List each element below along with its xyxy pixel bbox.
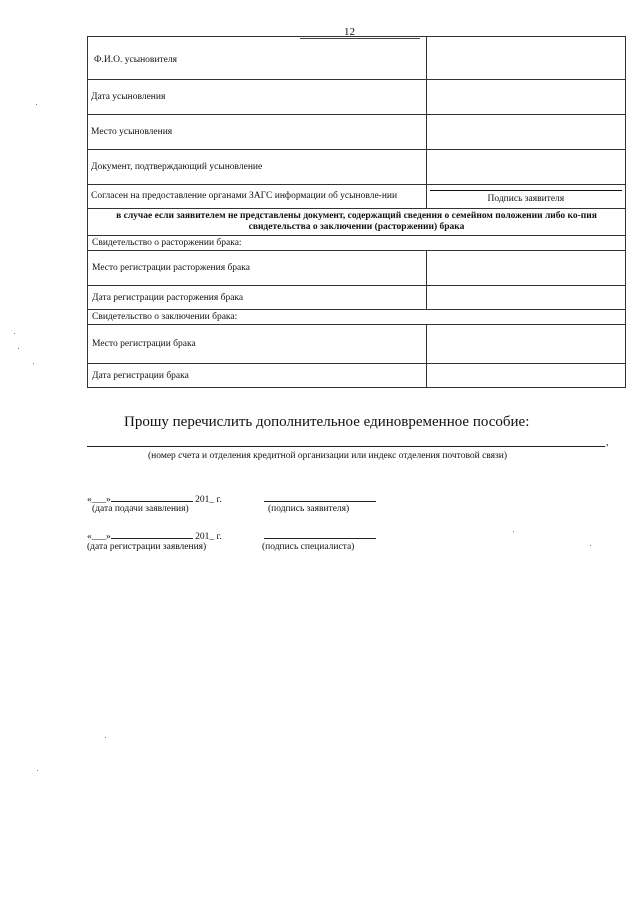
page-number: 12 xyxy=(344,26,355,38)
marriage-place-label: Место регистрации брака xyxy=(88,325,427,364)
registration-day: «___» xyxy=(87,532,111,542)
adoption-document-row xyxy=(88,150,626,185)
divorce-certificate-label: Свидетельство о расторжении брака: xyxy=(88,236,626,251)
submission-year: 201_ г. xyxy=(195,495,222,505)
divorce-place-field[interactable] xyxy=(426,251,625,286)
applicant-signature-caption: Подпись заявителя xyxy=(487,193,565,204)
marriage-place-field[interactable] xyxy=(426,325,625,364)
account-number-line[interactable] xyxy=(87,446,605,447)
divorce-date-field[interactable] xyxy=(426,286,625,310)
marriage-certificate-label: Свидетельство о заключении брака: xyxy=(88,310,626,325)
scan-speck xyxy=(18,348,19,349)
fio-field[interactable] xyxy=(426,37,625,80)
adoption-date-label: Дата усыновления xyxy=(88,80,427,115)
divorce-place-label: Место регистрации расторжения брака xyxy=(88,251,427,286)
submission-date-caption: (дата подачи заявления) xyxy=(92,504,189,514)
fio-label: Ф.И.О. усыновителя xyxy=(88,37,427,80)
payment-request-text: Прошу перечислить дополнительное единовременное пособие: xyxy=(124,414,530,430)
divorce-date-label: Дата регистрации расторжения брака xyxy=(88,286,427,310)
scan-speck xyxy=(33,363,34,364)
consent-row xyxy=(88,185,626,209)
adoption-date-row xyxy=(88,80,626,115)
specialist-sign-line[interactable] xyxy=(264,529,376,539)
notice-text: в случае если заявителем не представлены документ, содержащий сведения о семейном положении либо ко-пия свидетельства о заключении (расторжении) брака xyxy=(88,209,626,236)
divorce-certificate-row xyxy=(88,236,626,251)
applicant-sign-caption: (подпись заявителя) xyxy=(268,504,350,514)
adoption-document-field[interactable] xyxy=(426,150,625,185)
marriage-certificate-row xyxy=(88,310,626,325)
registration-month-line[interactable] xyxy=(111,529,193,539)
fio-row xyxy=(88,37,626,80)
marriage-date-row xyxy=(88,364,626,388)
marriage-date-field[interactable] xyxy=(426,364,625,388)
scan-speck xyxy=(105,737,106,738)
scan-speck xyxy=(590,545,591,546)
adoption-form-table xyxy=(87,36,626,388)
adoption-place-row xyxy=(88,115,626,150)
specialist-sign-caption: (подпись специалиста) xyxy=(262,542,355,552)
applicant-signature-cell[interactable] xyxy=(426,185,625,209)
marriage-date-label: Дата регистрации брака xyxy=(88,364,427,388)
registration-date-row xyxy=(87,529,222,542)
adoption-place-field[interactable] xyxy=(426,115,625,150)
adoption-place-label: Место усыновления xyxy=(88,115,427,150)
scan-speck xyxy=(14,333,15,334)
submission-day: «___» xyxy=(87,495,111,505)
divorce-place-row xyxy=(88,251,626,286)
scan-speck xyxy=(37,770,38,771)
divorce-date-row xyxy=(88,286,626,310)
account-line-end: , xyxy=(606,437,609,448)
scan-speck xyxy=(513,531,514,532)
registration-date-caption: (дата регистрации заявления) xyxy=(87,542,207,552)
specialist-signature-row xyxy=(264,529,376,542)
registration-year: 201_ г. xyxy=(195,532,222,542)
adoption-document-label: Документ, подтверждающий усыновление xyxy=(88,150,427,185)
consent-text: Согласен на предоставление органами ЗАГС информации об усыновле-нии xyxy=(88,185,427,209)
applicant-sign-line[interactable] xyxy=(264,492,376,502)
scan-speck xyxy=(36,104,37,105)
submission-month-line[interactable] xyxy=(111,492,193,502)
applicant-signature-line xyxy=(430,190,622,191)
marriage-place-row xyxy=(88,325,626,364)
account-number-caption: (номер счета и отделения кредитной организации или индекс отделения почтовой связи) xyxy=(148,451,508,461)
adoption-date-field[interactable] xyxy=(426,80,625,115)
notice-row xyxy=(88,209,626,236)
